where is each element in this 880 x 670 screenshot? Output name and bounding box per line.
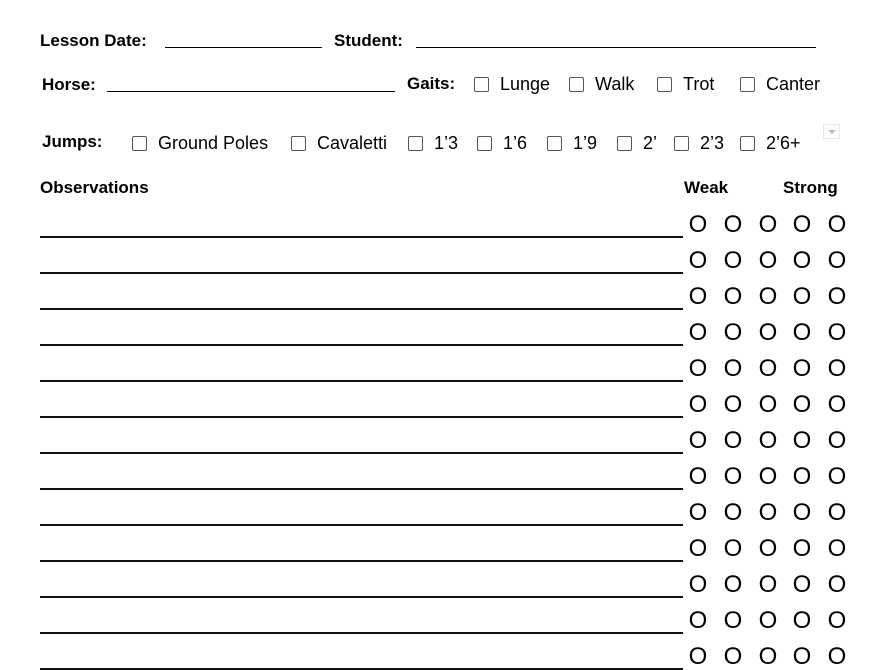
option-label: 1’3	[434, 133, 459, 153]
rating-circle-4[interactable]: O	[792, 391, 812, 418]
rating-circle-4[interactable]: O	[792, 247, 812, 274]
rating-circle-1[interactable]: O	[688, 355, 708, 382]
rating-circle-5[interactable]: O	[827, 499, 847, 526]
rating-circle-5[interactable]: O	[827, 247, 847, 274]
option-label: Trot	[683, 74, 715, 94]
rating-circle-5[interactable]: O	[827, 283, 847, 310]
gait-option-lunge[interactable]	[474, 74, 550, 95]
rating-circle-5[interactable]: O	[827, 535, 847, 562]
lesson-date-field[interactable]	[165, 47, 322, 48]
rating-circle-2[interactable]: O	[723, 571, 743, 598]
rating-circle-4[interactable]: O	[792, 283, 812, 310]
rating-circle-1[interactable]: O	[688, 463, 708, 490]
rating-circle-4[interactable]: O	[792, 355, 812, 382]
checkbox[interactable]	[477, 136, 492, 151]
checkbox[interactable]	[474, 77, 489, 92]
observation-line[interactable]	[40, 416, 683, 418]
gaits-label: Gaits:	[407, 74, 456, 93]
rating-circle-1[interactable]: O	[688, 391, 708, 418]
checkbox[interactable]	[657, 77, 672, 92]
rating-circle-4[interactable]: O	[792, 571, 812, 598]
observation-line[interactable]	[40, 524, 683, 526]
horse-label: Horse:	[42, 75, 96, 94]
option-label: 1’6	[503, 133, 528, 153]
rating-circle-2[interactable]: O	[723, 427, 743, 454]
rating-circle-2[interactable]: O	[723, 535, 743, 562]
option-label: 1’9	[573, 133, 598, 153]
rating-circle-2[interactable]: O	[723, 355, 743, 382]
option-label: Cavaletti	[317, 133, 388, 153]
option-label: Lunge	[500, 74, 551, 94]
scale-low-label: Weak	[684, 178, 729, 197]
rating-circle-1[interactable]: O	[688, 427, 708, 454]
jump-option-2-3[interactable]	[674, 133, 724, 154]
rating-circle-3[interactable]: O	[758, 499, 778, 526]
observation-line[interactable]	[40, 344, 683, 346]
rating-circle-5[interactable]: O	[827, 607, 847, 634]
lesson-date-label: Lesson Date:	[40, 31, 147, 50]
rating-circle-3[interactable]: O	[758, 427, 778, 454]
observation-line[interactable]	[40, 452, 683, 454]
rating-circle-4[interactable]: O	[792, 535, 812, 562]
rating-circle-5[interactable]: O	[827, 643, 847, 670]
observation-line[interactable]	[40, 308, 683, 310]
rating-circle-5[interactable]: O	[827, 355, 847, 382]
rating-circle-3[interactable]: O	[758, 283, 778, 310]
checkbox[interactable]	[740, 136, 755, 151]
rating-circle-5[interactable]: O	[827, 463, 847, 490]
rating-circle-2[interactable]: O	[723, 499, 743, 526]
rating-circle-3[interactable]: O	[758, 355, 778, 382]
option-label: Walk	[595, 74, 635, 94]
rating-circle-2[interactable]: O	[723, 247, 743, 274]
checkbox[interactable]	[617, 136, 632, 151]
rating-circle-4[interactable]: O	[792, 319, 812, 346]
rating-circle-2[interactable]: O	[723, 607, 743, 634]
scale-high-label: Strong	[783, 178, 838, 197]
rating-circle-5[interactable]: O	[827, 391, 847, 418]
jump-option-2[interactable]	[617, 133, 657, 154]
student-field[interactable]	[416, 47, 816, 48]
rating-circle-3[interactable]: O	[758, 643, 778, 670]
option-label: Canter	[766, 74, 821, 94]
rating-circle-4[interactable]: O	[792, 211, 812, 238]
checkbox[interactable]	[569, 77, 584, 92]
rating-circle-3[interactable]: O	[758, 319, 778, 346]
rating-circle-2[interactable]: O	[723, 319, 743, 346]
observation-line[interactable]	[40, 632, 683, 634]
rating-circle-2[interactable]: O	[723, 463, 743, 490]
checkbox[interactable]	[674, 136, 689, 151]
checkbox[interactable]	[408, 136, 423, 151]
rating-circle-3[interactable]: O	[758, 571, 778, 598]
jump-option-1-3[interactable]	[408, 133, 458, 154]
rating-circle-1[interactable]: O	[688, 247, 708, 274]
rating-circle-5[interactable]: O	[827, 319, 847, 346]
rating-circle-2[interactable]: O	[723, 283, 743, 310]
checkbox[interactable]	[547, 136, 562, 151]
jump-option-cavaletti[interactable]	[291, 133, 387, 154]
rating-circle-3[interactable]: O	[758, 535, 778, 562]
rating-circle-1[interactable]: O	[688, 211, 708, 238]
rating-circle-1[interactable]: O	[688, 319, 708, 346]
rating-circle-3[interactable]: O	[758, 607, 778, 634]
rating-circle-2[interactable]: O	[723, 391, 743, 418]
rating-circle-4[interactable]: O	[792, 427, 812, 454]
rating-circle-1[interactable]: O	[688, 499, 708, 526]
student-label: Student:	[334, 31, 403, 50]
checkbox[interactable]	[132, 136, 147, 151]
rating-circle-1[interactable]: O	[688, 607, 708, 634]
observation-line[interactable]	[40, 272, 683, 274]
rating-circle-4[interactable]: O	[792, 499, 812, 526]
checkbox[interactable]	[740, 77, 755, 92]
gait-option-trot[interactable]	[657, 74, 714, 95]
rating-circle-3[interactable]: O	[758, 391, 778, 418]
observation-line[interactable]	[40, 236, 683, 238]
horse-field[interactable]	[107, 91, 395, 92]
rating-circle-5[interactable]: O	[827, 211, 847, 238]
rating-circle-2[interactable]: O	[723, 643, 743, 670]
jump-option-1-9[interactable]	[547, 133, 597, 154]
option-label: Ground Poles	[158, 133, 269, 153]
option-label: 2’6+	[766, 133, 801, 153]
observation-line[interactable]	[40, 560, 683, 562]
jump-option-1-6[interactable]	[477, 133, 527, 154]
observation-line[interactable]	[40, 596, 683, 598]
rating-circle-4[interactable]: O	[792, 463, 812, 490]
rating-circle-4[interactable]: O	[792, 643, 812, 670]
rating-circle-1[interactable]: O	[688, 535, 708, 562]
rating-circle-1[interactable]: O	[688, 283, 708, 310]
observation-line[interactable]	[40, 380, 683, 382]
rating-circle-1[interactable]: O	[688, 643, 708, 670]
option-label: 2’	[643, 133, 658, 153]
rating-circle-3[interactable]: O	[758, 247, 778, 274]
gait-option-canter[interactable]	[740, 74, 820, 95]
jump-option-2-6-plus[interactable]	[740, 133, 801, 154]
rating-circle-5[interactable]: O	[827, 427, 847, 454]
observation-line[interactable]	[40, 488, 683, 490]
rating-circle-3[interactable]: O	[758, 463, 778, 490]
dropdown-arrow-icon[interactable]	[823, 124, 840, 139]
jumps-label: Jumps:	[42, 132, 103, 151]
observations-title: Observations	[40, 178, 149, 197]
rating-circle-3[interactable]: O	[758, 211, 778, 238]
rating-circle-4[interactable]: O	[792, 607, 812, 634]
checkbox[interactable]	[291, 136, 306, 151]
gait-option-walk[interactable]	[569, 74, 634, 95]
rating-circle-5[interactable]: O	[827, 571, 847, 598]
jump-option-ground-poles[interactable]	[132, 133, 268, 154]
option-label: 2’3	[700, 133, 725, 153]
rating-circle-2[interactable]: O	[723, 211, 743, 238]
rating-circle-1[interactable]: O	[688, 571, 708, 598]
